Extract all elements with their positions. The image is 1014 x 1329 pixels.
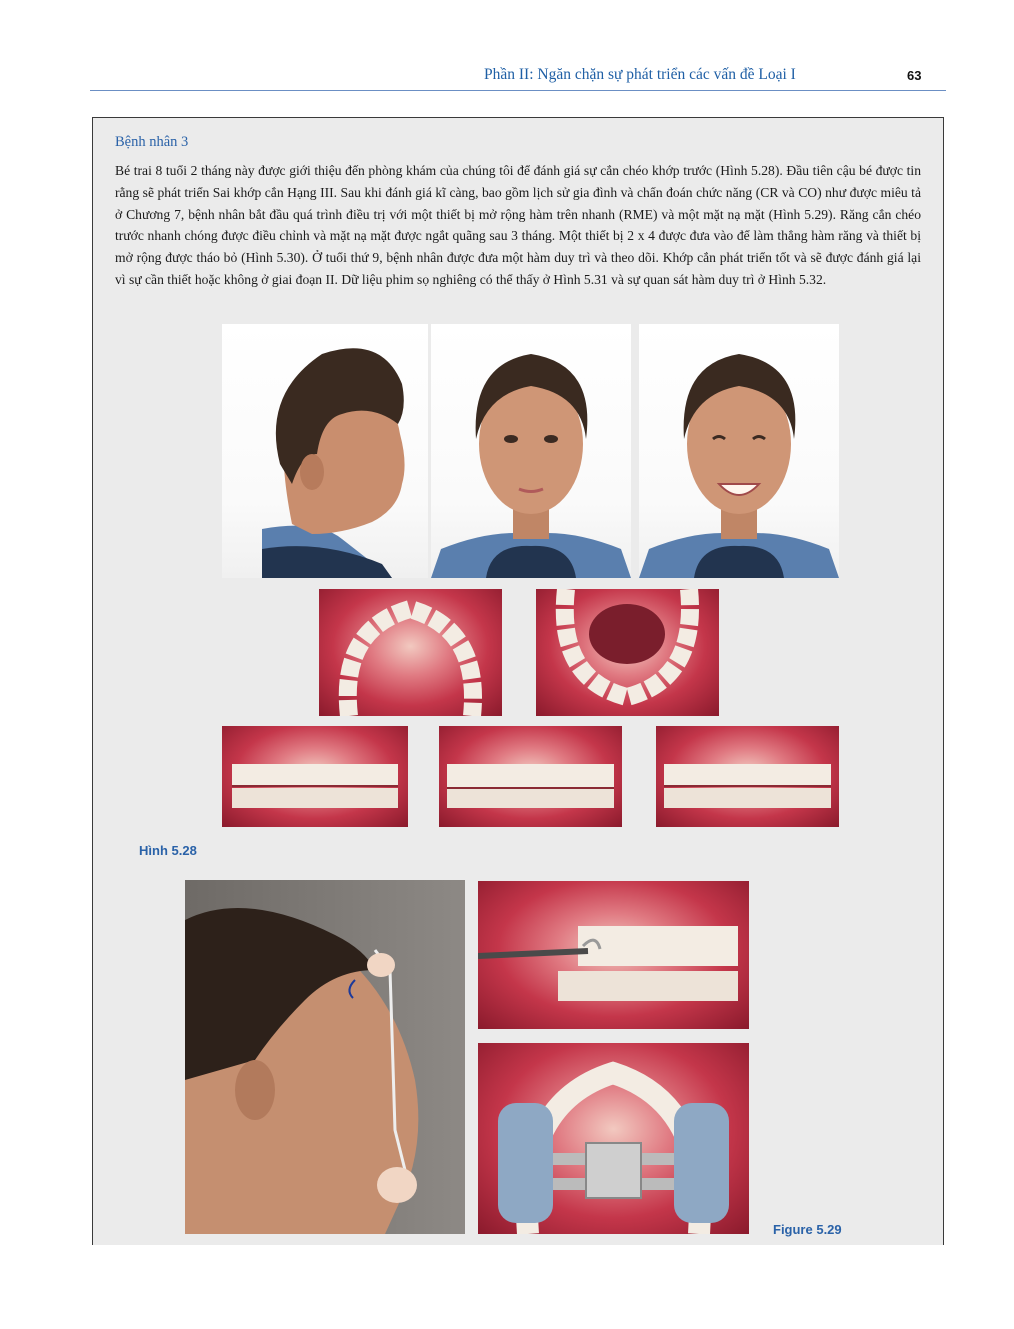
case-heading: Bệnh nhân 3 [115,134,189,150]
running-header-title: Phần II: Ngăn chặn sự phát triển các vấn đề Loại I [484,66,796,83]
lower-occlusal-photo [536,589,719,716]
smiling-photo [639,324,839,578]
header-divider [90,90,946,91]
rme-occlusal-photo [478,1043,749,1234]
facemask-profile-photo [185,880,465,1234]
upper-occlusal-photo [319,589,502,716]
figure-5-28-label: Hình 5.28 [139,843,197,858]
right-buccal-photo [222,726,408,827]
left-buccal-photo [656,726,839,827]
figure-5-29-label: Figure 5.29 [773,1222,842,1237]
page-number: 63 [907,68,922,83]
profile-photo [222,324,428,578]
frontal-photo [431,324,631,578]
rme-buccal-photo [478,881,749,1029]
frontal-intraoral-photo [439,726,622,827]
case-body-text: Bé trai 8 tuổi 2 tháng này được giới thiệu đến phòng khám của chúng tôi để đánh giá sự cắn chéo khớp trước (Hình 5.28). Đầu tiên cậu bé được tin rằng sẽ phát triển Sai khớp cắn Hạng III. Sau khi đánh giá kĩ càng, bao gồm lịch sử gia đình và chẩn đoán chức năng (CR và CO) như được miêu tả ở Chương 7, bệnh nhân bắt đầu quá trình điều trị với một thiết bị mở rộng hàm trên nhanh (RME) và một mặt nạ mặt (Hình 5.29). Răng cắn chéo trước nhanh chóng được điều chỉnh và mặt nạ mặt được ngắt quãng sau 3 tháng. Một thiết bị 2 x 4 được đưa vào để làm thẳng hàm răng và thiết bị mở rộng được tháo bỏ (Hình 5.30). Ở tuổi thứ 9, bệnh nhân được đưa một hàm duy trì và theo dõi. Khớp cắn phát triển tốt và sẽ được đánh giá lại vì sự cần thiết hoặc không ở giai đoạn II. Dữ liệu phim sọ nghiêng có thể thấy ở Hình 5.31 và sự quan sát hàm duy trì ở Hình 5.32. [115,163,921,287]
